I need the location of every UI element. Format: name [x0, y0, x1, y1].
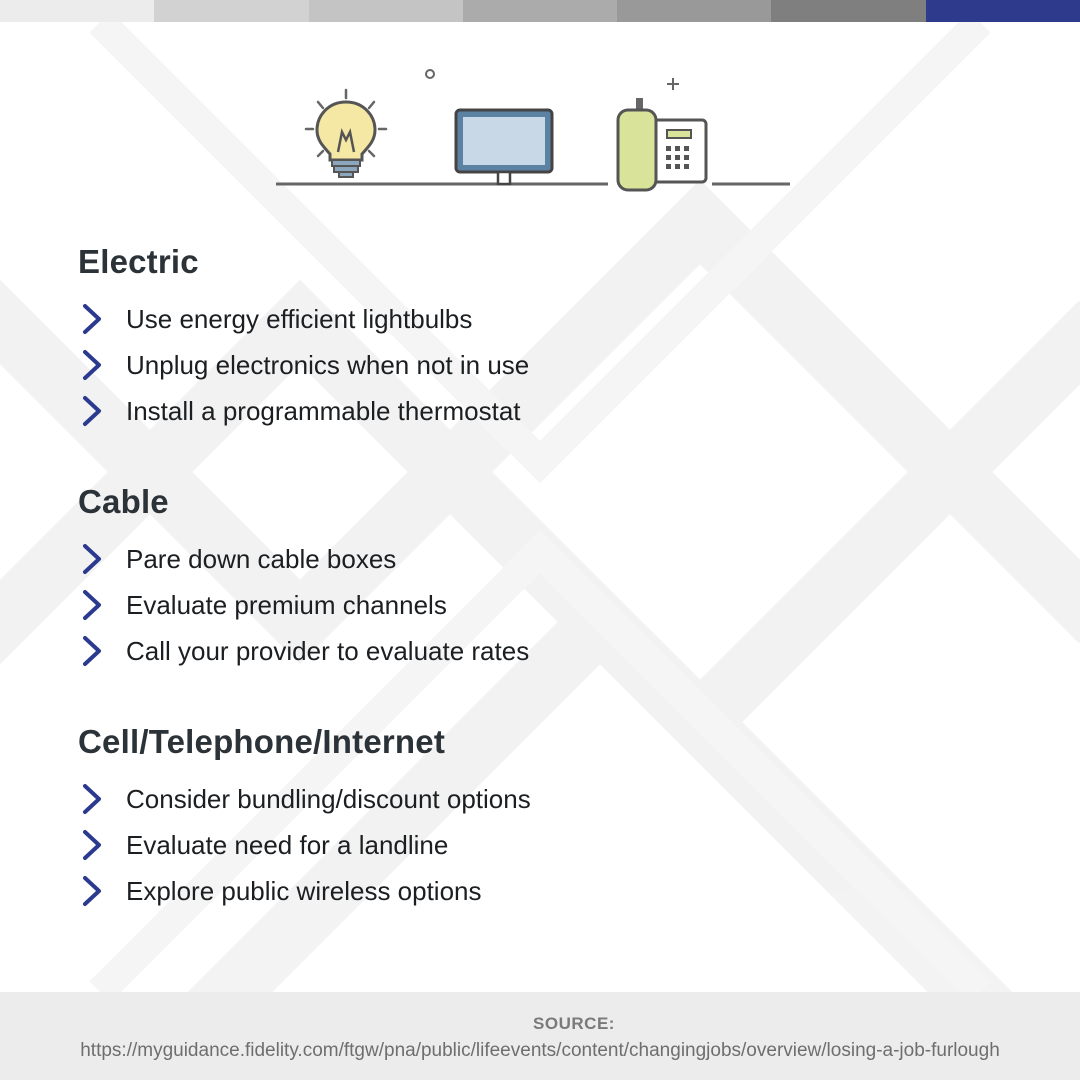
section-cable — [78, 480, 978, 674]
chevron-right-icon — [80, 874, 106, 908]
list-item-text: Evaluate need for a landline — [126, 830, 449, 860]
list-item-text: Evaluate premium channels — [126, 590, 447, 620]
list-item-text: Use energy efficient lightbulbs — [126, 304, 473, 334]
lightbulb-icon — [306, 90, 386, 177]
desk-phone-icon — [618, 98, 706, 190]
chevron-right-icon — [80, 302, 106, 336]
list-item — [78, 822, 978, 868]
list-item-text: Pare down cable boxes — [126, 544, 397, 574]
strip-segment — [617, 0, 771, 22]
strip-segment — [463, 0, 617, 22]
list-item — [78, 776, 978, 822]
strip-segment — [926, 0, 1080, 22]
tips-content — [78, 240, 978, 960]
strip-segment — [0, 0, 154, 22]
monitor-icon — [456, 110, 552, 184]
list-item — [78, 582, 978, 628]
chevron-right-icon — [80, 782, 106, 816]
list-item — [78, 342, 978, 388]
list-item — [78, 536, 978, 582]
list-item — [78, 628, 978, 674]
strip-segment — [154, 0, 308, 22]
list-item-text: Unplug electronics when not in use — [126, 350, 530, 380]
list-item-text: Explore public wireless options — [126, 876, 482, 906]
section-electric — [78, 240, 978, 434]
source-url[interactable]: https://myguidance.fidelity.com/ftgw/pna/public/lifeevents/content/changingjobs/overview/losing-a-job-furlough — [80, 1040, 1000, 1061]
source-label: SOURCE: — [533, 1014, 615, 1033]
list-item-text: Consider bundling/discount options — [126, 784, 531, 814]
utilities-illustration — [270, 62, 800, 197]
source-footer — [0, 992, 1080, 1080]
section-cell-telephone-internet — [78, 720, 978, 914]
chevron-right-icon — [80, 348, 106, 382]
section-title: Electric — [78, 243, 199, 280]
strip-segment — [309, 0, 463, 22]
top-color-strip — [0, 0, 1080, 22]
section-title: Cell/Telephone/Internet — [78, 723, 446, 760]
chevron-right-icon — [80, 634, 106, 668]
list-item-text: Install a programmable thermostat — [126, 396, 521, 426]
list-item — [78, 868, 978, 914]
list-item — [78, 388, 978, 434]
list-item — [78, 296, 978, 342]
chevron-right-icon — [80, 828, 106, 862]
strip-segment — [771, 0, 925, 22]
chevron-right-icon — [80, 588, 106, 622]
section-title: Cable — [78, 483, 169, 520]
list-item-text: Call your provider to evaluate rates — [126, 636, 530, 666]
chevron-right-icon — [80, 394, 106, 428]
chevron-right-icon — [80, 542, 106, 576]
